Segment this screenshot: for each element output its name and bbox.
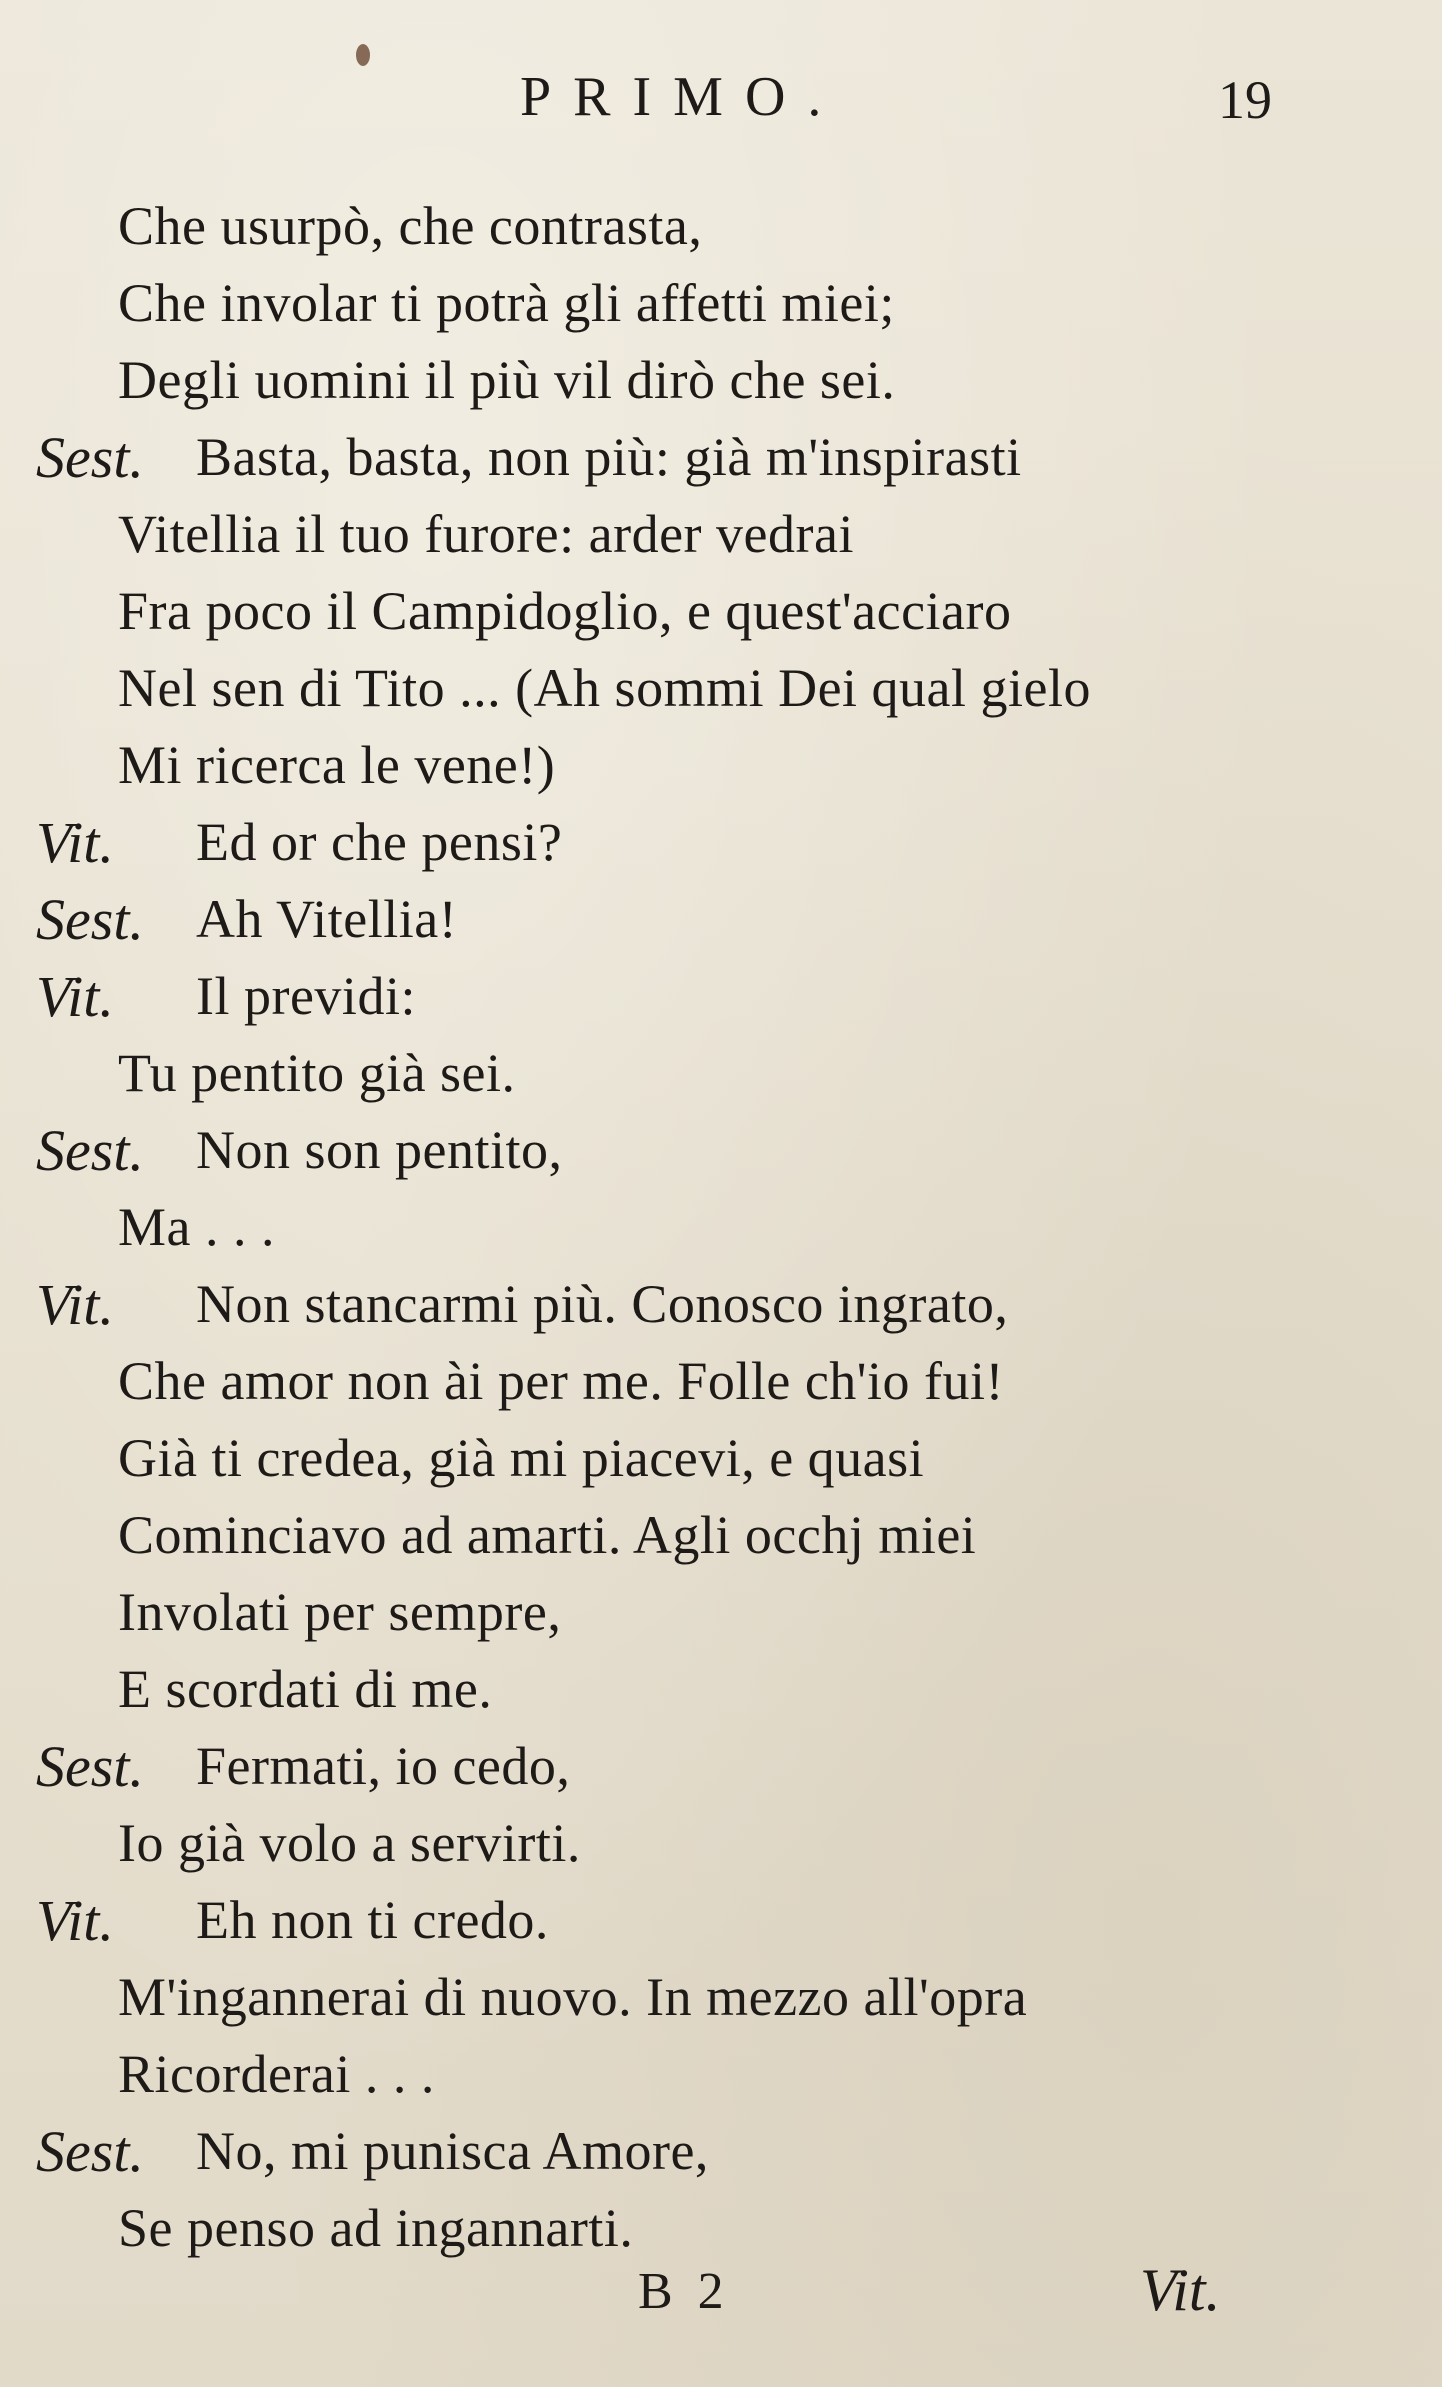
speaker-label: Sest.	[36, 887, 144, 952]
verse-text: E scordati di me.	[118, 1659, 493, 1719]
catchword: Vit.	[1140, 2257, 1221, 2323]
verse-text: Basta, basta, non più: già m'inspirasti	[196, 427, 1022, 487]
verse-text: Degli uomini il più vil dirò che sei.	[118, 350, 896, 410]
verse-text: Non son pentito,	[196, 1120, 563, 1180]
verse-line	[0, 958, 1442, 1035]
verse-text: Non stancarmi più. Conosco ingrato,	[196, 1274, 1009, 1334]
verse-text: Che involar ti potrà gli affetti miei;	[118, 273, 895, 333]
running-head-title: PRIMO.	[520, 66, 844, 128]
verse-line	[0, 727, 1442, 804]
page-number: 19	[1218, 70, 1272, 130]
verse-line	[0, 804, 1442, 881]
verse-line	[0, 650, 1442, 727]
verse-line	[0, 1112, 1442, 1189]
verse-text: Che usurpò, che contrasta,	[118, 196, 703, 256]
verse-line	[0, 1574, 1442, 1651]
verse-line	[0, 496, 1442, 573]
verse-line	[0, 1266, 1442, 1343]
verse-text: Involati per sempre,	[118, 1582, 562, 1642]
verse-line	[0, 1959, 1442, 2036]
verse-line	[0, 1728, 1442, 1805]
speaker-label: Sest.	[36, 1734, 144, 1799]
verse-line	[0, 1189, 1442, 1266]
verse-text: Ed or che pensi?	[196, 812, 563, 872]
verse-text: Tu pentito già sei.	[118, 1043, 516, 1103]
speaker-label: Vit.	[36, 810, 114, 875]
verse-line	[0, 1420, 1442, 1497]
verse-text: Vitellia il tuo furore: arder vedrai	[118, 504, 854, 564]
verse-text: Il previdi:	[196, 966, 416, 1026]
verse-text: M'ingannerai di nuovo. In mezzo all'opra	[118, 1967, 1028, 2027]
verse-text: No, mi punisca Amore,	[196, 2121, 709, 2181]
page-footer	[0, 2257, 1442, 2352]
verse-text-block	[0, 188, 1442, 2267]
verse-text: Ricorderai . . .	[118, 2044, 435, 2104]
verse-line	[0, 573, 1442, 650]
verse-text: Eh non ti credo.	[196, 1890, 549, 1950]
running-head	[0, 65, 1442, 145]
ink-spot	[356, 44, 370, 66]
verse-text: Mi ricerca le vene!)	[118, 735, 556, 795]
verse-text: Se penso ad ingannarti.	[118, 2198, 634, 2258]
verse-line	[0, 419, 1442, 496]
speaker-label: Sest.	[36, 1118, 144, 1183]
verse-line	[0, 1882, 1442, 1959]
verse-text: Nel sen di Tito ... (Ah sommi Dei qual gielo	[118, 658, 1091, 718]
verse-text: Io già volo a servirti.	[118, 1813, 581, 1873]
verse-line	[0, 1497, 1442, 1574]
speaker-label: Vit.	[36, 1888, 114, 1953]
verse-line	[0, 2036, 1442, 2113]
verse-line	[0, 2190, 1442, 2267]
verse-line	[0, 1343, 1442, 1420]
speaker-label: Sest.	[36, 425, 144, 490]
speaker-label: Vit.	[36, 1272, 114, 1337]
speaker-label: Sest.	[36, 2119, 144, 2184]
verse-text: Cominciavo ad amarti. Agli occhj miei	[118, 1505, 977, 1565]
verse-text: Che amor non ài per me. Folle ch'io fui!	[118, 1351, 1005, 1411]
verse-text: Fermati, io cedo,	[196, 1736, 571, 1796]
verse-line	[0, 1651, 1442, 1728]
verse-text: Fra poco il Campidoglio, e quest'acciaro	[118, 581, 1012, 641]
signature-mark: B 2	[638, 2263, 730, 2320]
verse-line	[0, 265, 1442, 342]
verse-text: Già ti credea, già mi piacevi, e quasi	[118, 1428, 925, 1488]
verse-line	[0, 1035, 1442, 1112]
verse-line	[0, 342, 1442, 419]
verse-line	[0, 881, 1442, 958]
verse-line	[0, 2113, 1442, 2190]
verse-line	[0, 188, 1442, 265]
speaker-label: Vit.	[36, 964, 114, 1029]
verse-text: Ah Vitellia!	[196, 889, 458, 949]
verse-line	[0, 1805, 1442, 1882]
verse-text: Ma . . .	[118, 1197, 275, 1257]
